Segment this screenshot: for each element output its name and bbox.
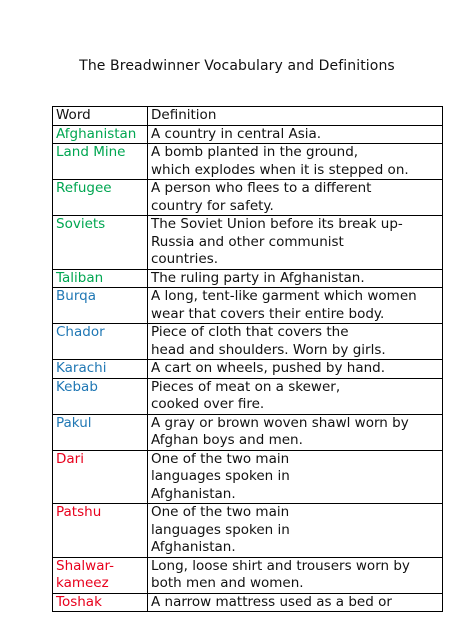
vocab-word [53,288,148,324]
vocab-definition [148,593,443,612]
vocab-definition [148,216,443,270]
vocab-word [53,557,148,593]
vocab-definition [148,504,443,558]
vocab-definition-line: A long, tent-like garment which women [151,288,417,304]
vocab-word [53,593,148,612]
table-row [53,450,443,504]
table-row [53,324,443,360]
vocab-word [53,144,148,180]
vocab-word-line: Taliban [56,269,104,286]
document-title: The Breadwinner Vocabulary and Definitions [79,58,395,74]
header-word: Word [53,107,148,126]
vocab-word [53,504,148,558]
vocab-definition-line: cooked over fire. [151,396,265,412]
vocab-word [53,269,148,288]
table-row [53,504,443,558]
vocab-definition-line: A bomb planted in the ground, [151,144,359,160]
vocab-definition-line: country for safety. [151,197,274,214]
vocab-word-line: Refugee [56,180,112,196]
vocab-word-line: Soviets [56,216,106,232]
vocab-word-line: Karachi [56,360,107,376]
vocab-definition-line: countries. [151,251,219,267]
vocab-word-line: Shalwar- [56,557,115,574]
vocab-definition-line: The ruling party in Afghanistan. [151,269,365,286]
table-row [53,180,443,216]
vocab-definition-line: One of the two main [151,504,290,520]
vocab-word-line: Toshak [56,593,102,610]
table-row [53,288,443,324]
vocab-word-line: kameez [56,575,109,591]
vocab-word-line: Burqa [56,288,96,304]
table-row [53,360,443,379]
vocab-word [53,450,148,504]
vocab-word-line: Patshu [56,504,102,520]
vocab-definition [148,378,443,414]
vocab-word [53,360,148,379]
vocab-definition-line: languages spoken in [151,468,290,484]
table-row [53,557,443,593]
vocab-word-line: Pakul [56,414,92,431]
vocab-definition [148,414,443,450]
vocab-definition-line: A person who flees to a different [151,180,372,196]
vocab-word-line: Dari [56,450,84,467]
vocab-word [53,125,148,144]
vocab-definition-line: A gray or brown woven shawl worn by [151,414,409,431]
vocab-definition-line: Afghanistan. [151,539,236,555]
vocab-word [53,180,148,216]
vocab-definition-line: Piece of cloth that covers the [151,324,349,340]
vocab-definition [148,324,443,360]
vocab-definition-line: wear that covers their entire body. [151,305,385,322]
vocab-definition-line: languages spoken in [151,521,290,538]
vocab-definition-line: Pieces of meat on a skewer, [151,378,341,395]
vocab-definition [148,125,443,144]
table-row [53,414,443,450]
vocab-definition [148,557,443,593]
vocab-definition-line: both men and women. [151,575,304,591]
vocab-definition-line: One of the two main [151,450,290,467]
vocab-definition [148,180,443,216]
vocab-word-line: Land Mine [56,144,126,160]
table-row [53,593,443,612]
vocab-definition [148,360,443,379]
vocabulary-table [52,106,443,612]
vocab-definition [148,144,443,180]
vocab-word [53,414,148,450]
vocab-definition-line: Long, loose shirt and trousers worn by [151,557,410,574]
table-row [53,144,443,180]
vocab-word [53,324,148,360]
vocab-word [53,378,148,414]
table-row [53,378,443,414]
vocab-definition-line: Afghan boys and men. [151,432,303,448]
vocab-word [53,216,148,270]
vocab-definition [148,269,443,288]
header-definition: Definition [148,107,443,126]
table-row [53,269,443,288]
vocab-definition-line: Russia and other communist [151,233,344,250]
vocab-definition-line: A country in central Asia. [151,125,322,142]
vocab-definition-line: which explodes when it is stepped on. [151,161,409,178]
table-row [53,125,443,144]
vocab-definition-line: Afghanistan. [151,485,236,502]
vocab-definition-line: head and shoulders. Worn by girls. [151,341,386,358]
vocab-definition-line: The Soviet Union before its break up- [151,216,403,232]
vocab-word-line: Afghanistan [56,125,137,142]
vocab-word-line: Chador [56,324,105,340]
vocab-definition-line: A narrow mattress used as a bed or [151,593,392,610]
vocab-definition [148,288,443,324]
vocab-definition [148,450,443,504]
vocab-word-line: Kebab [56,378,98,395]
table-header-row [53,107,443,126]
table-row [53,216,443,270]
vocab-definition-line: A cart on wheels, pushed by hand. [151,360,386,376]
